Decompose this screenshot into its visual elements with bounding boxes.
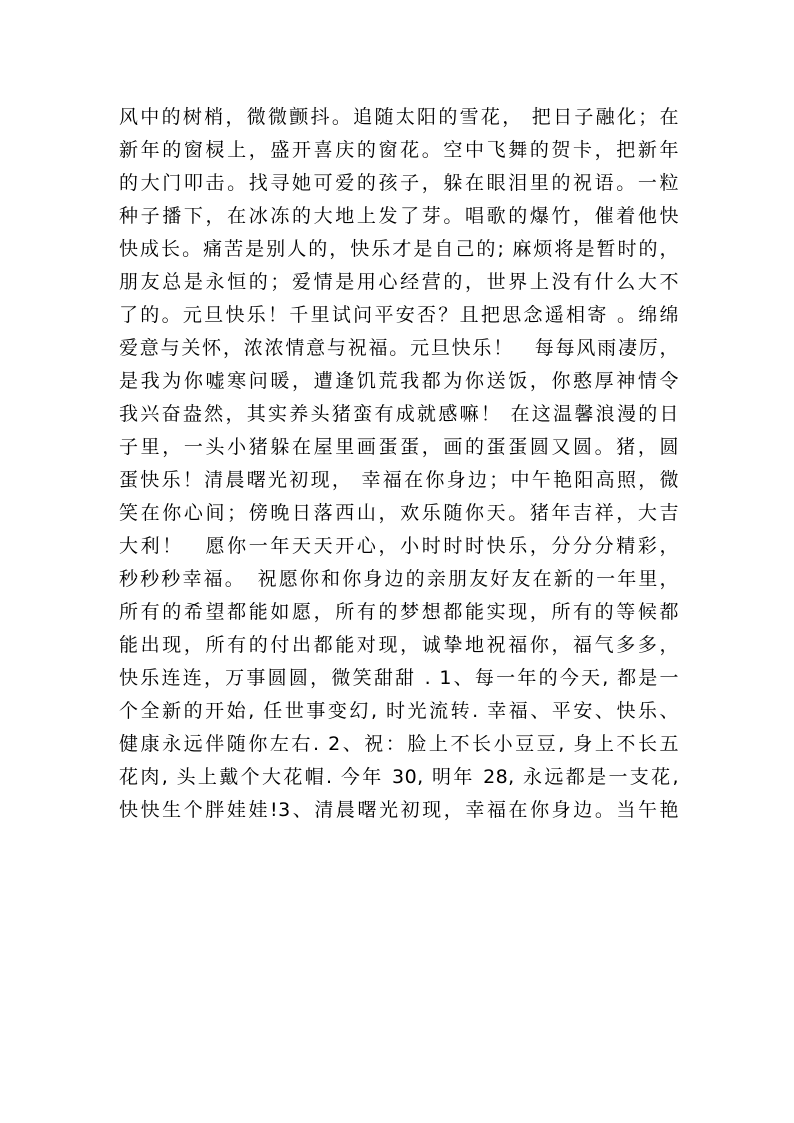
text-line-11: 子里，一头小猪躲在屋里画蛋蛋，画的蛋蛋圆又圆。猪，圆 <box>119 436 679 458</box>
text-line-6: 朋友总是永恒的；爱情是用心经营的，世界上没有什么大不 <box>119 271 679 293</box>
text-line-16: 所有的希望都能如愿，所有的梦想都能实现，所有的等候都 <box>119 601 679 623</box>
text-line-1: 风中的树梢，微微颤抖。追随太阳的雪花， 把日子融化；在 <box>119 106 679 128</box>
text-line-18: 快乐连连，万事圆圆，微笑甜甜 . 1、每一年的今天, 都是一 <box>119 667 679 689</box>
text-line-10: 我兴奋盎然，其实养头猪蛮有成就感嘛！ 在这温馨浪漫的日 <box>119 403 679 425</box>
text-line-14: 大利！ 愿你一年天天开心，小时时时快乐，分分分精彩， <box>119 535 679 557</box>
text-line-8: 爱意与关怀，浓浓情意与祝福。元旦快乐！ 每每风雨凄厉， <box>119 337 679 359</box>
text-line-12: 蛋快乐！清晨曙光初现， 幸福在你身边；中午艳阳高照，微 <box>119 469 679 491</box>
text-line-13: 笑在你心间；傍晚日落西山，欢乐随你天。猪年吉祥，大吉 <box>119 502 679 524</box>
text-line-22: 快快生个胖娃娃!3、清晨曙光初现，幸福在你身边。当午艳 <box>119 799 679 821</box>
text-line-9: 是我为你嘘寒问暖，遭逢饥荒我都为你送饭，你憨厚神情令 <box>119 370 679 392</box>
text-line-15: 秒秒秒幸福。 祝愿你和你身边的亲朋友好友在新的一年里， <box>119 568 679 590</box>
text-line-20: 健康永远伴随你左右. 2、祝：脸上不长小豆豆, 身上不长五 <box>119 733 679 755</box>
text-line-2: 新年的窗棂上，盛开喜庆的窗花。空中飞舞的贺卡，把新年 <box>119 139 679 161</box>
text-line-3: 的大门叩击。找寻她可爱的孩子，躲在眼泪里的祝语。一粒 <box>119 172 679 194</box>
text-line-5: 快成长。痛苦是别人的，快乐才是自己的; 麻烦将是暂时的， <box>119 238 679 260</box>
document-body <box>119 101 679 827</box>
text-line-21: 花肉, 头上戴个大花帽. 今年 30, 明年 28, 永远都是一支花, <box>119 766 679 788</box>
text-line-4: 种子播下，在冰冻的大地上发了芽。唱歌的爆竹，催着他快 <box>119 205 679 227</box>
text-line-7: 了的。元旦快乐！千里试问平安否？且把思念遥相寄 。绵绵 <box>119 304 679 326</box>
text-line-19: 个全新的开始, 任世事变幻, 时光流转. 幸福、平安、快乐、 <box>119 700 679 722</box>
text-line-17: 能出现，所有的付出都能对现，诚挚地祝福你，福气多多， <box>119 634 679 656</box>
